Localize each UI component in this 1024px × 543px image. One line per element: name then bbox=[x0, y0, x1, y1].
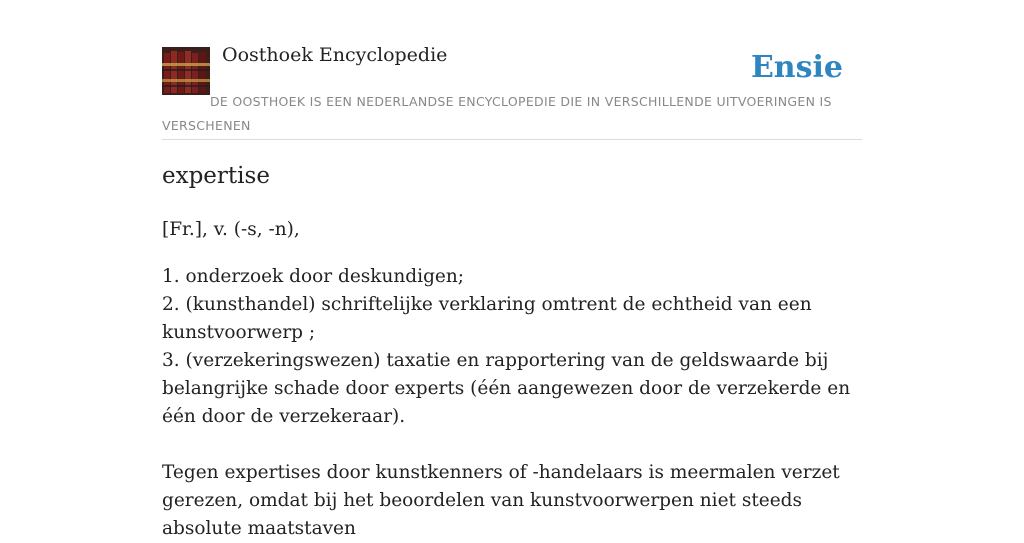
entry-paragraph: Tegen expertises door kunstkenners of -handelaars is meermalen verzet gerezen, omdat bij het beoordelen van kunstvoorwerpen niet steeds absolute maatstaven bbox=[162, 462, 840, 539]
entry-grammar: [Fr.], v. (-s, -n), bbox=[162, 219, 300, 240]
source-header bbox=[162, 0, 862, 140]
definition-item: 2. (kunsthandel) schriftelijke verklaring omtrent de echtheid van een kunstvoorwerp ; bbox=[162, 294, 812, 343]
definition-item: 1. onderzoek door deskundigen; bbox=[162, 266, 465, 287]
entry-title: expertise bbox=[162, 163, 270, 189]
source-title[interactable]: Oosthoek Encyclopedie bbox=[222, 44, 448, 66]
source-description-text: DE OOSTHOEK IS EEN NEDERLANDSE ENCYCLOPEDIE DIE IN VERSCHILLENDE UITVOERINGEN IS VERSCHENEN bbox=[162, 94, 832, 133]
definition-list bbox=[162, 263, 862, 431]
entry-body bbox=[162, 216, 862, 543]
ensie-logo-link[interactable]: Ensie bbox=[750, 50, 843, 85]
definition-item: 3. (verzekeringswezen) taxatie en rapportering van de geldswaarde bij belangrijke schade door experts (één aangewezen door de verzekerde en één door de verzekeraar). bbox=[162, 350, 851, 427]
source-avatar[interactable] bbox=[162, 47, 210, 95]
source-description bbox=[162, 90, 862, 138]
